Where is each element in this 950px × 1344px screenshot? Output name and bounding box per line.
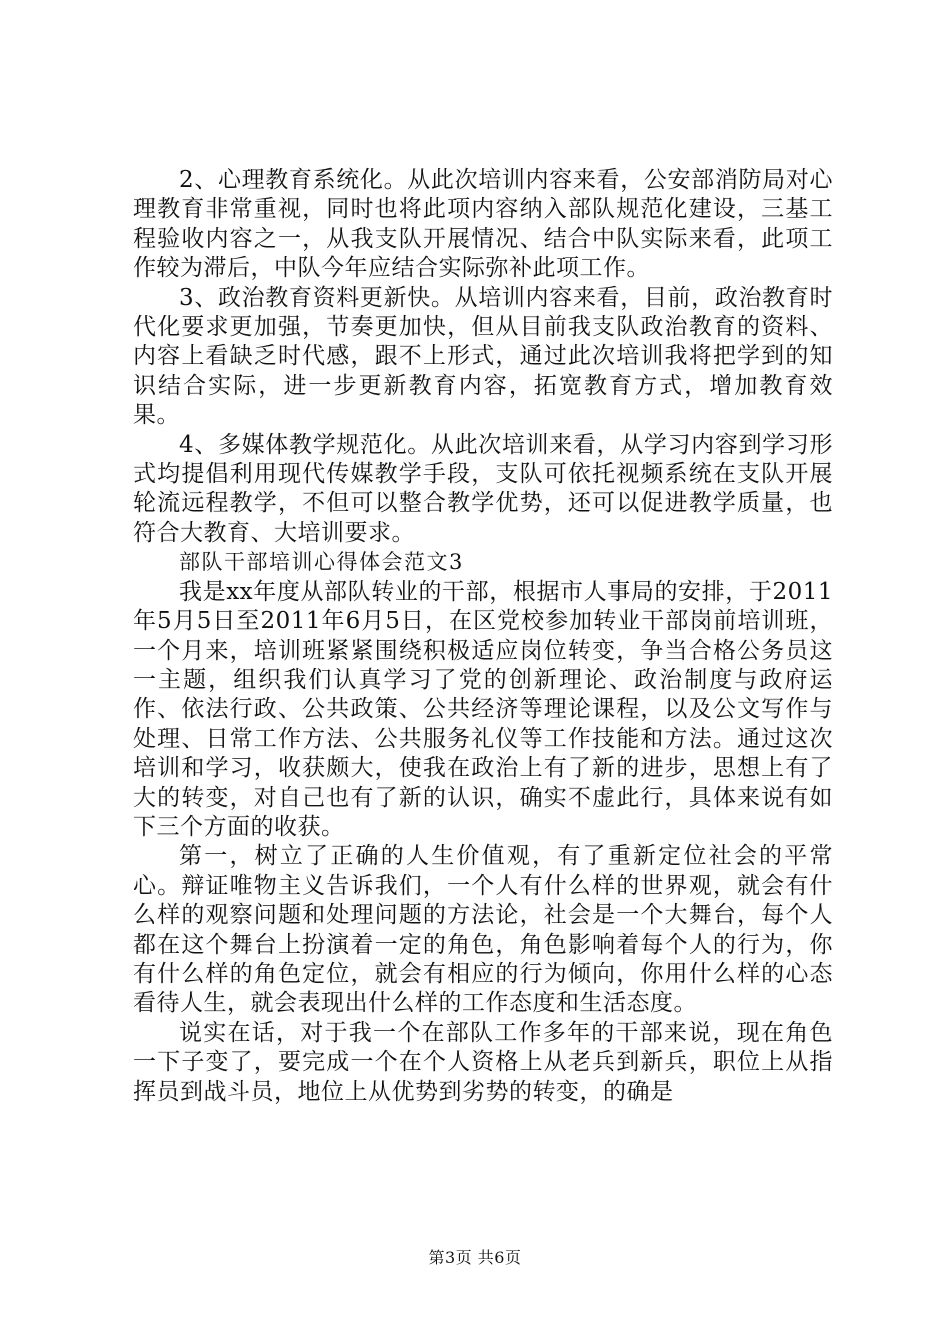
page-number-footer: 第3页 共6页 <box>428 1248 522 1267</box>
paragraph-introduction: 我是xx年度从部队转业的干部，根据市人事局的安排，于2011年5月5日至2011年6月5日，在区党校参加转业干部岗前培训班，一个月来，培训班紧紧围绕积极适应岗位转变，争当合格公务员这一主题，组织我们认真学习了党的创新理论、政治制度与政府运作、依法行政、公共政策、公共经济等理论课程，以及公文写作与处理、日常工作方法、公共服务礼仪等工作技能和方法。通过这次培训和学习，收获颇大，使我在政治上有了新的进步，思想上有了大的转变，对自己也有了新的认识，确实不虚此行，具体来说有如下三个方面的收获。 <box>133 578 833 840</box>
document-body <box>133 166 833 1107</box>
paragraph-psychology-education: 2、心理教育系统化。从此次培训内容来看，公安部消防局对心理教育非常重视，同时也将此项内容纳入部队规范化建设，三基工程验收内容之一，从我支队开展情况、结合中队实际来看，此项工作较为滞后，中队今年应结合实际弥补此项工作。 <box>133 167 833 282</box>
paragraph-multimedia-teaching: 4、多媒体教学规范化。从此次培训来看，从学习内容到学习形式均提倡利用现代传媒教学手段，支队可依托视频系统在支队开展轮流远程教学，不但可以整合教学优势，还可以促进教学质量，也符合大教育、大培训要求。 <box>133 431 833 546</box>
paragraph-honest-talk: 说实在话，对于我一个在部队工作多年的干部来说，现在角色一下子变了，要完成一个在个人资格上从老兵到新兵，职位上从指挥员到战斗员，地位上从优势到劣势的转变，的确是 <box>133 1019 833 1105</box>
paragraph-political-materials: 3、政治教育资料更新快。从培训内容来看，目前，政治教育时代化要求更加强，节奏更加快，但从目前我支队政治教育的资料、内容上看缺乏时代感，跟不上形式，通过此次培训我将把学到的知识结合实际，进一步更新教育内容，拓宽教育方式，增加教育效果。 <box>133 284 833 429</box>
section-heading: 部队干部培训心得体会范文3 <box>179 550 464 575</box>
paragraph-first-gain: 第一，树立了正确的人生价值观，有了重新定位社会的平常心。辩证唯物主义告诉我们，一个人有什么样的世界观，就会有什么样的观察问题和处理问题的方法论，社会是一个大舞台，每个人都在这个舞台上扮演着一定的角色，角色影响着每个人的行为，你有什么样的角色定位，就会有相应的行为倾向，你用什么样的心态看待人生，就会表现出什么样的工作态度和生活态度。 <box>133 843 833 1017</box>
